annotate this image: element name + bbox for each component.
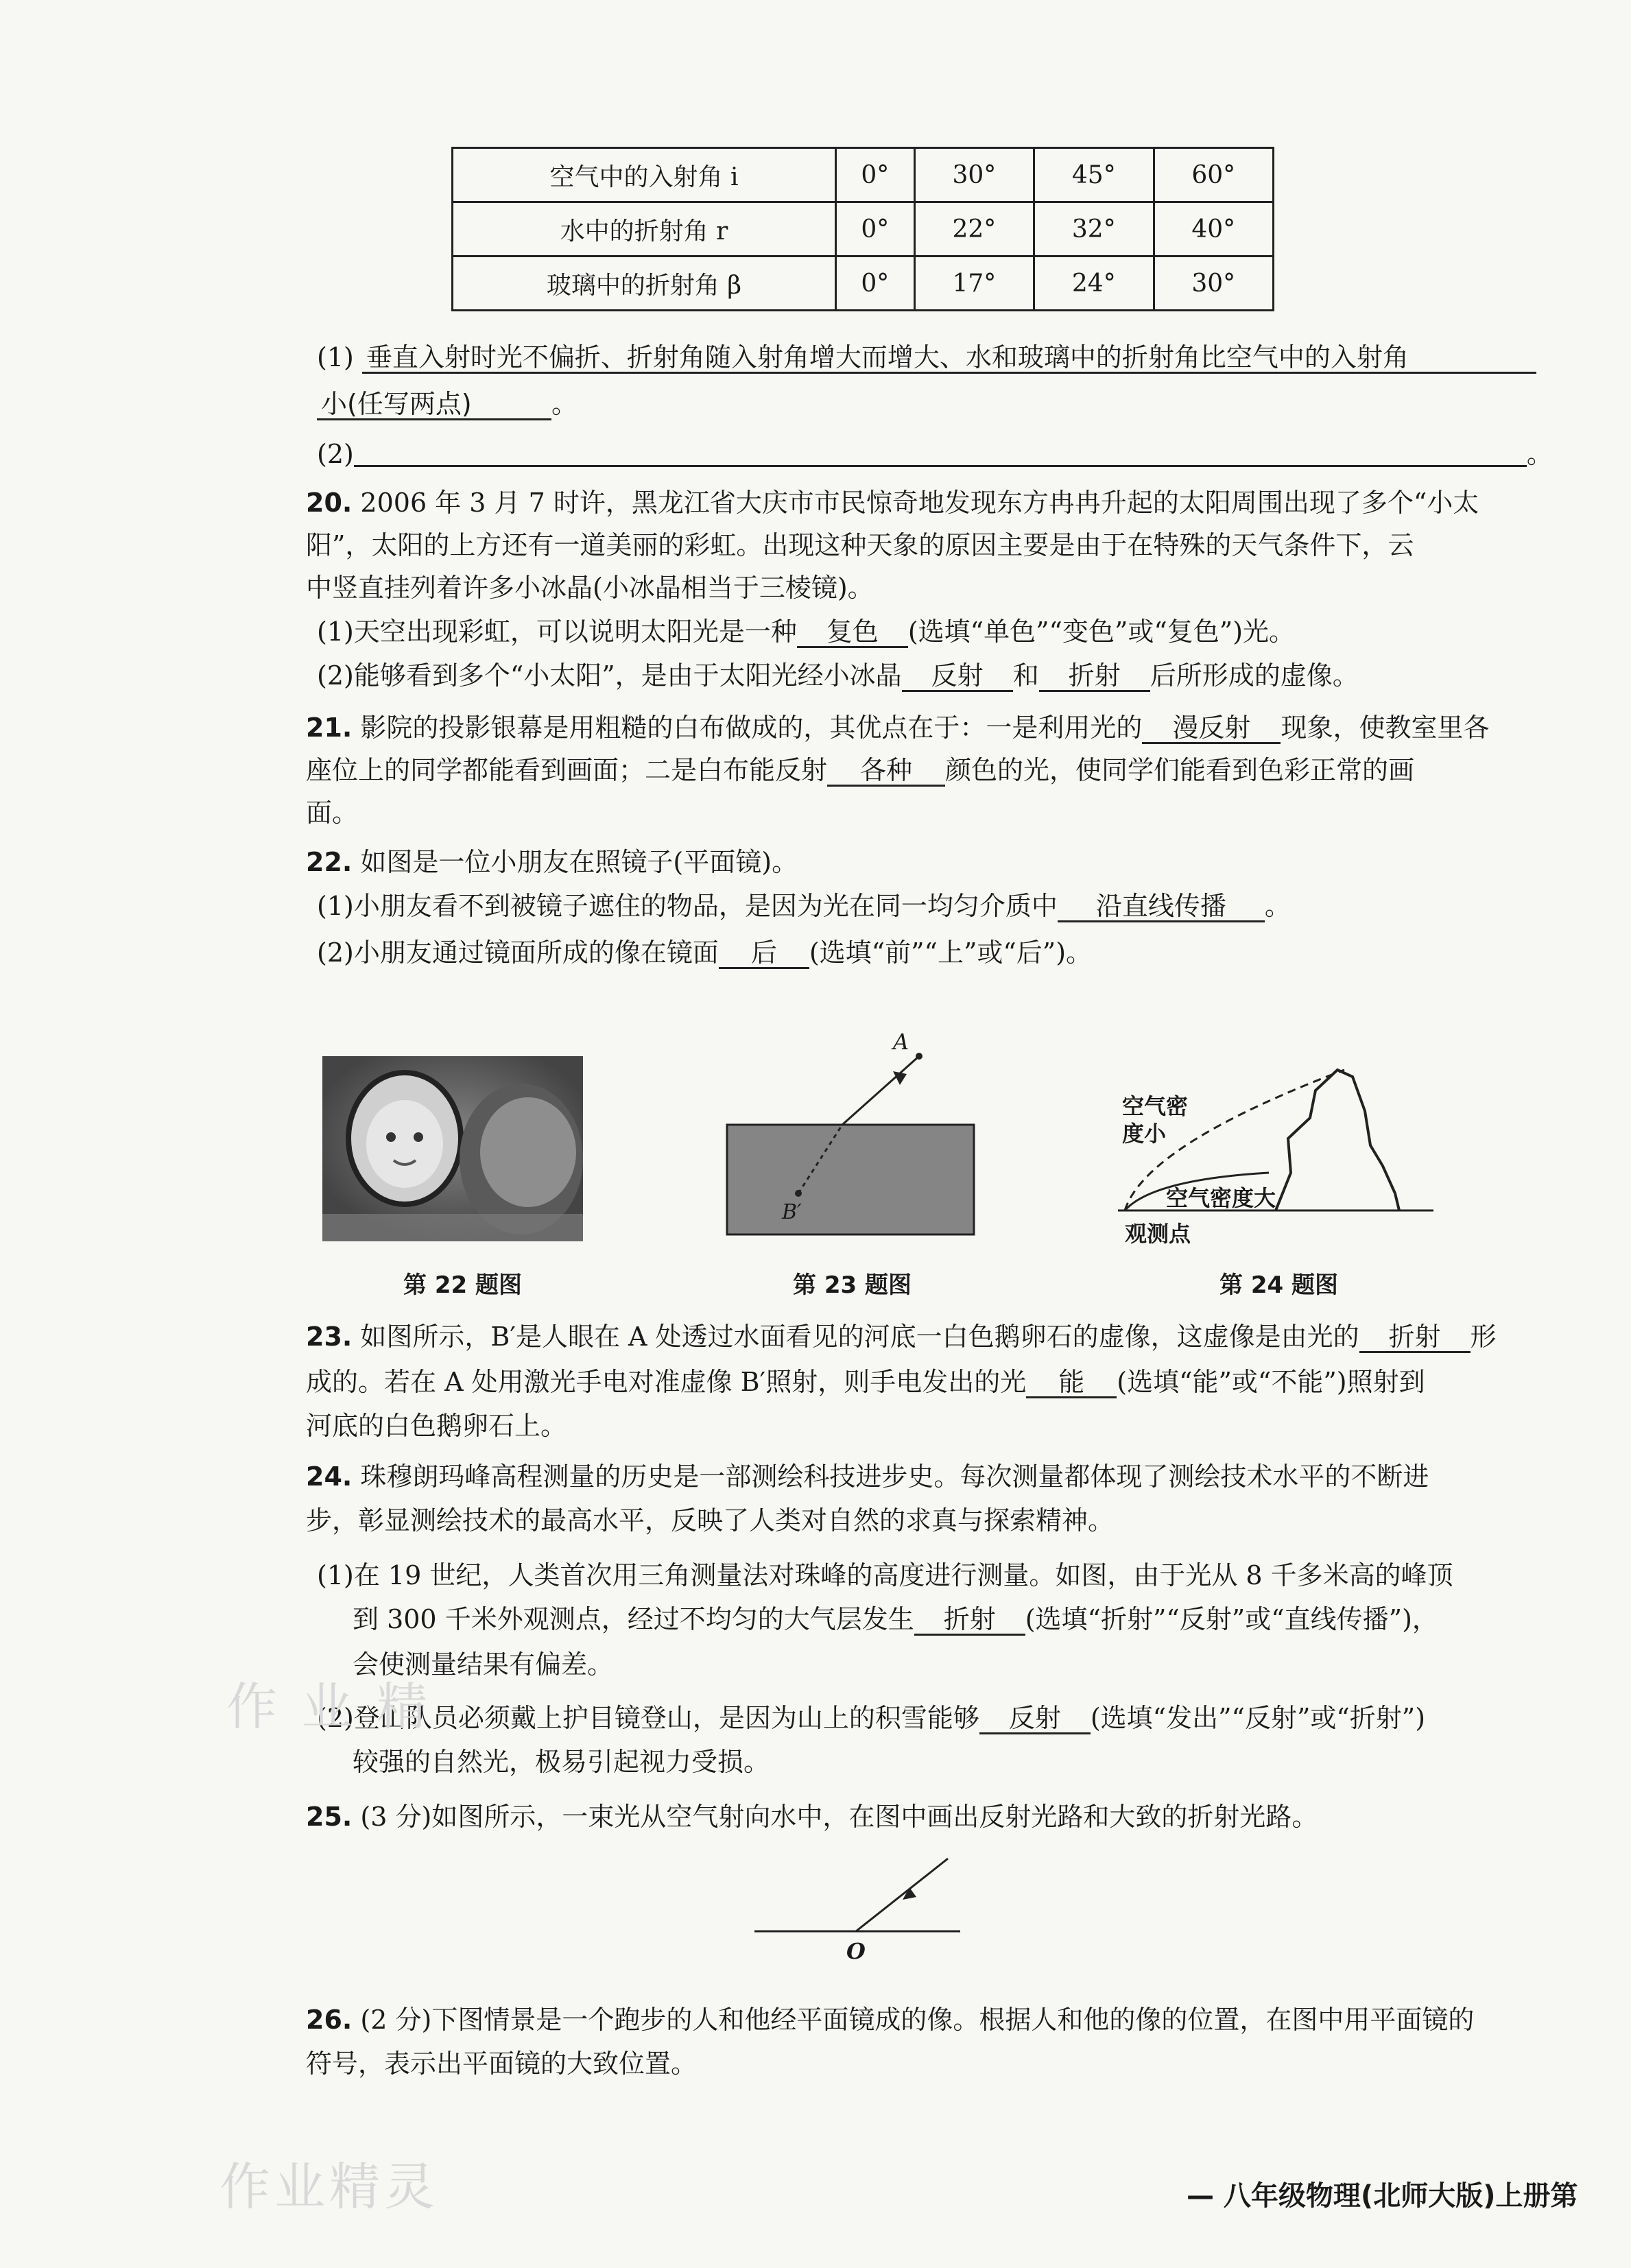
q20-part1-answer: 复色 bbox=[797, 619, 908, 648]
fig22-photo bbox=[322, 1056, 583, 1241]
q22-number: 22. bbox=[306, 847, 353, 877]
q23-line1-tail: 形 bbox=[1470, 1322, 1497, 1352]
q21-answer1: 漫反射 bbox=[1142, 715, 1281, 744]
q26-number: 26. bbox=[306, 2005, 353, 2035]
q23-answer2: 能 bbox=[1026, 1369, 1117, 1398]
q20-part2-text: (2)能够看到多个“小太阳”，是由于太阳光经小冰晶 bbox=[317, 660, 902, 691]
q24-part2-answer: 反射 bbox=[979, 1705, 1091, 1734]
q24-part1-tail: (选填“折射”“反射”或“直线传播”)， bbox=[1025, 1604, 1438, 1634]
q22-part2-answer: 后 bbox=[719, 940, 809, 969]
q23-line1-text: 如图所示，B′是人眼在 A 处透过水面看见的河底一白色鹅卵石的虚像，这虚像是由光的 bbox=[360, 1322, 1359, 1352]
watermark-1: 作 业 精 bbox=[226, 1678, 432, 1736]
q21-line1 bbox=[306, 715, 1489, 744]
table-cell: 22° bbox=[914, 202, 1034, 256]
q24-part1-line2 bbox=[353, 1606, 1438, 1636]
q24-part2-line1 bbox=[317, 1705, 1425, 1734]
q22-part2-tail: (选填“前”“上”或“后”)。 bbox=[809, 938, 1093, 968]
table-row bbox=[453, 148, 1274, 202]
q22-part2-text: (2)小朋友通过镜面所成的像在镜面 bbox=[317, 938, 719, 968]
fig22-caption: 第 22 题图 bbox=[403, 1272, 522, 1299]
table-cell: 60° bbox=[1154, 148, 1273, 202]
q26-line2: 符号，表示出平面镜的大致位置。 bbox=[306, 2049, 698, 2079]
q20-stem-line2: 阳”，太阳的上方还有一道美丽的彩虹。出现这种天象的原因主要是由于在特殊的天气条件下，云 bbox=[306, 530, 1414, 560]
q20-part1-tail: (选填“单色”“变色”或“复色”)光。 bbox=[907, 617, 1296, 647]
child-mirror-photo-icon bbox=[322, 1056, 583, 1241]
q25-number: 25. bbox=[306, 1802, 353, 1832]
q22-part1-tail: 。 bbox=[1264, 891, 1291, 921]
q21-line2-tail: 颜色的光，使同学们能看到色彩正常的画 bbox=[945, 755, 1415, 785]
q23-line2-text: 成的。若在 A 处用激光手电对准虚像 B′照射，则手电发出的光 bbox=[306, 1367, 1027, 1397]
q25-line bbox=[306, 1804, 1318, 1830]
q20-part1-text: (1)天空出现彩虹，可以说明太阳光是一种 bbox=[317, 617, 797, 647]
fig24-caption: 第 24 题图 bbox=[1219, 1272, 1338, 1299]
table-row bbox=[453, 202, 1274, 256]
table-cell: 40° bbox=[1154, 202, 1273, 256]
q19-part2-num: (2) bbox=[317, 439, 354, 469]
table-row-label: 水中的折射角 r bbox=[453, 202, 836, 256]
q21-line2 bbox=[306, 757, 1414, 787]
q26-line1-text: (2 分)下图情景是一个跑步的人和他经平面镜成的像。根据人和他的像的位置，在图中用平面镜的 bbox=[360, 2005, 1475, 2035]
q24-part1-answer: 折射 bbox=[914, 1606, 1025, 1636]
q21-line1-text: 影院的投影银幕是用粗糙的白布做成的，其优点在于：一是利用光的 bbox=[360, 713, 1143, 743]
table-cell: 30° bbox=[1154, 256, 1273, 311]
q19-part1-answer-a: 垂直入射时光不偏折、折射角随入射角增大而增大、水和玻璃中的折射角比空气中的入射角 bbox=[362, 344, 1536, 374]
page-footer: — 八年级物理(北师大版)上册第 bbox=[1187, 2180, 1578, 2212]
fig24-label-air-high: 空气密度大 bbox=[1166, 1185, 1276, 1211]
q23-line2 bbox=[306, 1369, 1425, 1398]
q22-part2 bbox=[317, 940, 1092, 969]
fig24-label-air-low-1: 空气密 bbox=[1122, 1093, 1189, 1119]
fig24-label-observe: 观测点 bbox=[1125, 1221, 1191, 1247]
q19-part1-answer-b: 小(任写两点) bbox=[317, 391, 551, 420]
q23-number: 23. bbox=[306, 1322, 353, 1352]
q24-part1-line3: 会使测量结果有偏差。 bbox=[353, 1649, 614, 1680]
q19-part1 bbox=[317, 344, 1536, 374]
table-cell: 24° bbox=[1034, 256, 1154, 311]
fig23-label-a: A bbox=[893, 1029, 909, 1055]
q21-number: 21. bbox=[306, 713, 353, 743]
q20-number: 20. bbox=[306, 488, 353, 518]
q24-line2: 步，彰显测绘技术的最高水平，反映了人类对自然的求真与探索精神。 bbox=[306, 1505, 1115, 1536]
fig24-diagram bbox=[1111, 1056, 1440, 1241]
table-row-label: 空气中的入射角 i bbox=[453, 148, 836, 202]
q22-part1 bbox=[317, 893, 1291, 922]
q23-line2-tail: (选填“能”或“不能”)照射到 bbox=[1117, 1367, 1425, 1397]
q20-part2 bbox=[317, 660, 1359, 692]
q22-part1-answer: 沿直线传播 bbox=[1058, 893, 1265, 922]
fig24-label-air-low-2: 度小 bbox=[1122, 1121, 1167, 1147]
q20-stem-line1 bbox=[306, 490, 1479, 516]
q25-text: (3 分)如图所示，一束光从空气射向水中，在图中画出反射光路和大致的折射光路。 bbox=[360, 1802, 1318, 1832]
q21-line1-tail: 现象，使教室里各 bbox=[1281, 713, 1490, 743]
q22-stem-text: 如图是一位小朋友在照镜子(平面镜)。 bbox=[360, 847, 798, 877]
q25-label-o: O bbox=[846, 1938, 866, 1964]
q20-part2-mid: 和 bbox=[1012, 660, 1039, 691]
q23-answer1: 折射 bbox=[1359, 1324, 1471, 1353]
q20-part2-tail: 后所形成的虚像。 bbox=[1150, 660, 1359, 691]
q19-part2-end: 。 bbox=[1526, 439, 1553, 469]
q24-part2-text: (2)登山队员必须戴上护目镜登山，是因为山上的积雪能够 bbox=[317, 1703, 979, 1733]
table-cell: 0° bbox=[836, 256, 915, 311]
q23-line1 bbox=[306, 1324, 1497, 1353]
watermark-2: 作业精灵 bbox=[219, 2158, 439, 2217]
table-row bbox=[453, 256, 1274, 311]
q19-part2 bbox=[317, 439, 1553, 467]
q23-line3: 河底的白色鹅卵石上。 bbox=[306, 1411, 567, 1441]
q21-line3: 面。 bbox=[306, 798, 359, 828]
q22-stem bbox=[306, 849, 798, 875]
table-cell: 30° bbox=[914, 148, 1034, 202]
fig23-caption: 第 23 题图 bbox=[793, 1272, 912, 1299]
q24-part2-line2: 较强的自然光，极易引起视力受损。 bbox=[353, 1747, 770, 1777]
q22-part1-text: (1)小朋友看不到被镜子遮住的物品，是因为光在同一均匀介质中 bbox=[317, 891, 1058, 921]
q20-part2-answer1: 反射 bbox=[902, 663, 1013, 692]
q24-part1-line1: (1)在 19 世纪，人类首次用三角测量法对珠峰的高度进行测量。如图，由于光从 8 千多米高的峰顶 bbox=[317, 1560, 1453, 1590]
q24-number: 24. bbox=[306, 1461, 353, 1492]
fig23-label-b: B′ bbox=[782, 1200, 802, 1224]
q21-line2-text: 座位上的同学都能看到画面；二是白布能反射 bbox=[306, 755, 828, 785]
q24-part2-tail: (选填“发出”“反射”或“折射”) bbox=[1090, 1703, 1426, 1733]
q19-part1-num: (1) bbox=[317, 342, 354, 372]
table-cell: 17° bbox=[914, 256, 1034, 311]
q24-line1 bbox=[306, 1461, 1429, 1492]
fig23-diagram bbox=[713, 1029, 988, 1248]
q21-answer2: 各种 bbox=[827, 757, 945, 787]
table-cell: 0° bbox=[836, 202, 915, 256]
table-cell: 0° bbox=[836, 148, 915, 202]
q26-line1 bbox=[306, 2007, 1474, 2033]
q19-part1-end: 。 bbox=[551, 389, 578, 419]
q19-part2-blank bbox=[354, 439, 1527, 467]
table-cell: 32° bbox=[1034, 202, 1154, 256]
q20-stem-line3: 中竖直挂列着许多小冰晶(小冰晶相当于三棱镜)。 bbox=[306, 573, 874, 603]
table-cell: 45° bbox=[1034, 148, 1154, 202]
q24-part1-text: 到 300 千米外观测点，经过不均匀的大气层发生 bbox=[353, 1604, 914, 1634]
q20-part2-answer2: 折射 bbox=[1039, 663, 1150, 692]
table-row-label: 玻璃中的折射角 β bbox=[453, 256, 836, 311]
q19-part1-cont bbox=[317, 391, 578, 420]
q20-stem-text: 2006 年 3 月 7 时许，黑龙江省大庆市市民惊奇地发现东方冉冉升起的太阳周围出现了多个“小太 bbox=[360, 488, 1479, 518]
q20-part1 bbox=[317, 619, 1295, 648]
q24-line1-text: 珠穆朗玛峰高程测量的历史是一部测绘科技进步史。每次测量都体现了测绘技术水平的不断进 bbox=[360, 1461, 1429, 1492]
refraction-angle-table bbox=[451, 147, 1274, 311]
